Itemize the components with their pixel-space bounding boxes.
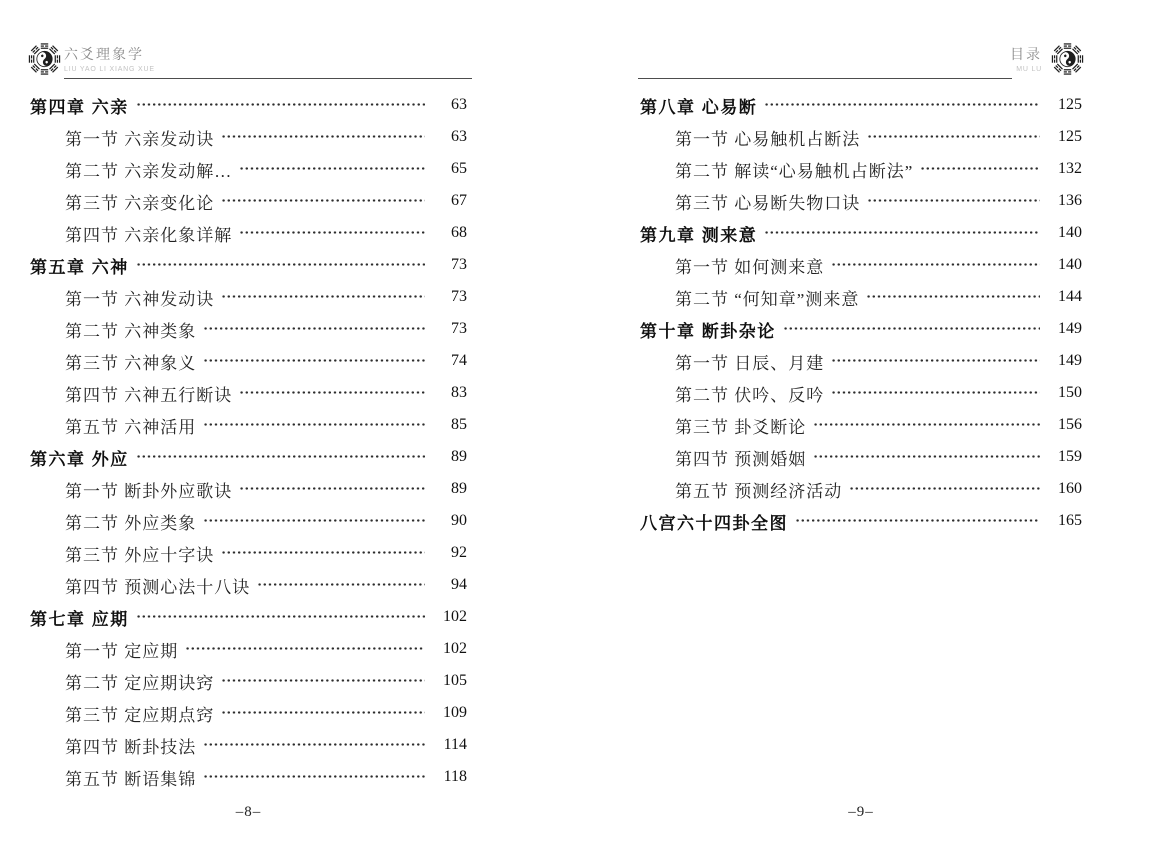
toc-entry-page: 94	[451, 576, 467, 593]
toc-entry	[640, 409, 1082, 441]
toc-entry	[30, 473, 467, 505]
toc-entry	[640, 89, 1082, 121]
toc-entry	[30, 505, 467, 537]
toc-list	[30, 89, 467, 793]
toc-entry-label: 第一节 心易触机占断法	[675, 129, 861, 149]
dot-leader	[203, 313, 425, 345]
toc-entry-label: 第五节 断语集锦	[65, 769, 197, 789]
toc-entry	[30, 537, 467, 569]
toc-entry-page: 140	[1058, 256, 1082, 273]
toc-entry-label: 第七章 应期	[30, 609, 129, 629]
dot-leader	[813, 441, 1040, 473]
dot-leader	[867, 185, 1040, 217]
toc-entry-page: 67	[451, 192, 467, 209]
dot-leader	[221, 537, 425, 569]
toc-entry-label: 第十章 断卦杂论	[640, 321, 776, 341]
toc-entry	[30, 345, 467, 377]
toc-entry-label: 第二节 “何知章”测来意	[675, 289, 860, 309]
toc-entry	[30, 409, 467, 441]
toc-entry-page: 165	[1058, 512, 1082, 529]
dot-leader	[920, 153, 1040, 185]
toc-entry-label: 第九章 测来意	[640, 225, 758, 245]
dot-leader	[203, 729, 425, 761]
toc-entry	[30, 729, 467, 761]
dot-leader	[239, 473, 425, 505]
dot-leader	[136, 89, 425, 121]
dot-leader	[221, 185, 425, 217]
toc-entry-label: 第五节 预测经济活动	[675, 481, 843, 501]
dot-leader	[831, 345, 1040, 377]
dot-leader	[136, 249, 425, 281]
toc-entry	[640, 313, 1082, 345]
dot-leader	[867, 121, 1040, 153]
toc-title-pinyin: MU LU	[1016, 66, 1042, 73]
toc-entry-page: 159	[1058, 448, 1082, 465]
toc-entry	[640, 281, 1082, 313]
toc-entry-page: 156	[1058, 416, 1082, 433]
header-rule	[64, 78, 472, 79]
dot-leader	[239, 217, 425, 249]
toc-entry	[30, 665, 467, 697]
toc-entry	[640, 473, 1082, 505]
toc-entry	[640, 345, 1082, 377]
toc-entry	[30, 281, 467, 313]
toc-entry-page: 125	[1058, 128, 1082, 145]
toc-entry-page: 68	[451, 224, 467, 241]
toc-entry-page: 136	[1058, 192, 1082, 209]
dot-leader	[203, 409, 425, 441]
page-number-footer: –9–	[848, 804, 874, 820]
dot-leader	[764, 217, 1040, 249]
toc-entry-page: 114	[443, 736, 467, 753]
dot-leader	[136, 441, 425, 473]
taiji-bagua-icon	[1051, 41, 1084, 77]
toc-entry-label: 第五节 六神活用	[65, 417, 197, 437]
dot-leader	[185, 633, 425, 665]
toc-entry-page: 150	[1058, 384, 1082, 401]
toc-entry	[30, 313, 467, 345]
toc-title: 目录	[1010, 46, 1042, 62]
toc-entry	[30, 153, 467, 185]
toc-entry-label: 第一节 六神发动诀	[65, 289, 215, 309]
dot-leader	[795, 505, 1040, 537]
taiji-bagua-icon	[28, 41, 61, 77]
toc-entry	[640, 185, 1082, 217]
toc-entry	[640, 153, 1082, 185]
toc-entry-label: 第五章 六神	[30, 257, 129, 277]
toc-entry	[640, 505, 1082, 537]
toc-entry-label: 第一节 日辰、月建	[675, 353, 825, 373]
dot-leader	[257, 569, 425, 601]
toc-entry-label: 第二节 六亲发动解…	[65, 161, 233, 181]
toc-entry	[30, 441, 467, 473]
dot-leader	[866, 281, 1040, 313]
book-title-pinyin: LIU YAO LI XIANG XUE	[64, 66, 155, 73]
toc-entry-page: 109	[443, 704, 467, 721]
toc-entry-label: 第四节 预测心法十八诀	[65, 577, 251, 597]
toc-entry-page: 160	[1058, 480, 1082, 497]
dot-leader	[239, 153, 425, 185]
toc-entry-page: 125	[1058, 96, 1082, 113]
toc-entry-label: 第二节 解读“心易触机占断法”	[675, 161, 914, 181]
toc-entry-label: 第一节 定应期	[65, 641, 179, 661]
toc-entry-label: 第二节 外应类象	[65, 513, 197, 533]
toc-entry-page: 149	[1058, 320, 1082, 337]
toc-entry-label: 第二节 定应期诀窍	[65, 673, 215, 693]
toc-entry	[30, 249, 467, 281]
dot-leader	[203, 345, 425, 377]
toc-entry-label: 第三节 卦爻断论	[675, 417, 807, 437]
toc-entry-label: 第三节 定应期点窍	[65, 705, 215, 725]
toc-entry-label: 第三节 六神象义	[65, 353, 197, 373]
toc-entry	[30, 633, 467, 665]
toc-entry	[640, 249, 1082, 281]
header-rule	[638, 78, 1012, 79]
toc-entry-label: 第六章 外应	[30, 449, 129, 469]
toc-entry-page: 140	[1058, 224, 1082, 241]
toc-entry-page: 118	[443, 768, 467, 785]
toc-entry	[30, 377, 467, 409]
dot-leader	[203, 505, 425, 537]
toc-entry-label: 第二节 伏吟、反吟	[675, 385, 825, 405]
toc-entry-page: 63	[451, 128, 467, 145]
dot-leader	[849, 473, 1040, 505]
dot-leader	[221, 665, 425, 697]
toc-entry-page: 149	[1058, 352, 1082, 369]
toc-title-block	[950, 47, 1042, 74]
dot-leader	[831, 377, 1040, 409]
toc-entry-page: 83	[451, 384, 467, 401]
toc-entry-label: 第四章 六亲	[30, 97, 129, 117]
toc-entry-label: 第四节 断卦技法	[65, 737, 197, 757]
toc-entry-page: 102	[443, 608, 467, 625]
toc-entry-page: 73	[451, 256, 467, 273]
toc-entry	[640, 217, 1082, 249]
toc-entry-label: 第三节 心易断失物口诀	[675, 193, 861, 213]
dot-leader	[203, 761, 425, 793]
dot-leader	[136, 601, 425, 633]
toc-entry-page: 65	[451, 160, 467, 177]
toc-list	[640, 89, 1082, 537]
toc-entry	[30, 761, 467, 793]
toc-entry-page: 92	[451, 544, 467, 561]
book-title-block	[64, 47, 155, 74]
toc-entry-label: 第三节 六亲变化论	[65, 193, 215, 213]
toc-entry-label: 第一节 六亲发动诀	[65, 129, 215, 149]
toc-entry-page: 144	[1058, 288, 1082, 305]
toc-entry-page: 89	[451, 448, 467, 465]
toc-entry-page: 102	[443, 640, 467, 657]
toc-entry	[30, 89, 467, 121]
toc-entry	[30, 569, 467, 601]
toc-entry-page: 85	[451, 416, 467, 433]
toc-entry-label: 第四节 预测婚姻	[675, 449, 807, 469]
dot-leader	[221, 121, 425, 153]
toc-entry	[640, 377, 1082, 409]
dot-leader	[831, 249, 1040, 281]
toc-entry-page: 63	[451, 96, 467, 113]
toc-entry-page: 89	[451, 480, 467, 497]
toc-entry-label: 第四节 六神五行断诀	[65, 385, 233, 405]
toc-entry	[30, 601, 467, 633]
toc-entry	[30, 217, 467, 249]
toc-entry-label: 第八章 心易断	[640, 97, 758, 117]
toc-entry-page: 73	[451, 288, 467, 305]
dot-leader	[764, 89, 1040, 121]
toc-entry	[640, 441, 1082, 473]
toc-entry-label: 第一节 断卦外应歌诀	[65, 481, 233, 501]
toc-entry-page: 74	[451, 352, 467, 369]
toc-entry	[30, 697, 467, 729]
toc-entry-label: 八宫六十四卦全图	[640, 513, 788, 533]
toc-entry-page: 105	[443, 672, 467, 689]
toc-entry-page: 90	[451, 512, 467, 529]
toc-entry-page: 132	[1058, 160, 1082, 177]
toc-entry	[30, 121, 467, 153]
dot-leader	[239, 377, 425, 409]
dot-leader	[783, 313, 1040, 345]
book-title: 六爻理象学	[64, 46, 144, 62]
toc-entry	[640, 121, 1082, 153]
toc-entry-label: 第一节 如何测来意	[675, 257, 825, 277]
page-number-footer: –8–	[235, 804, 262, 820]
toc-entry	[30, 185, 467, 217]
dot-leader	[221, 697, 425, 729]
dot-leader	[221, 281, 425, 313]
dot-leader	[813, 409, 1040, 441]
toc-entry-label: 第四节 六亲化象详解	[65, 225, 233, 245]
toc-entry-label: 第三节 外应十字诀	[65, 545, 215, 565]
toc-entry-page: 73	[451, 320, 467, 337]
toc-entry-label: 第二节 六神类象	[65, 321, 197, 341]
